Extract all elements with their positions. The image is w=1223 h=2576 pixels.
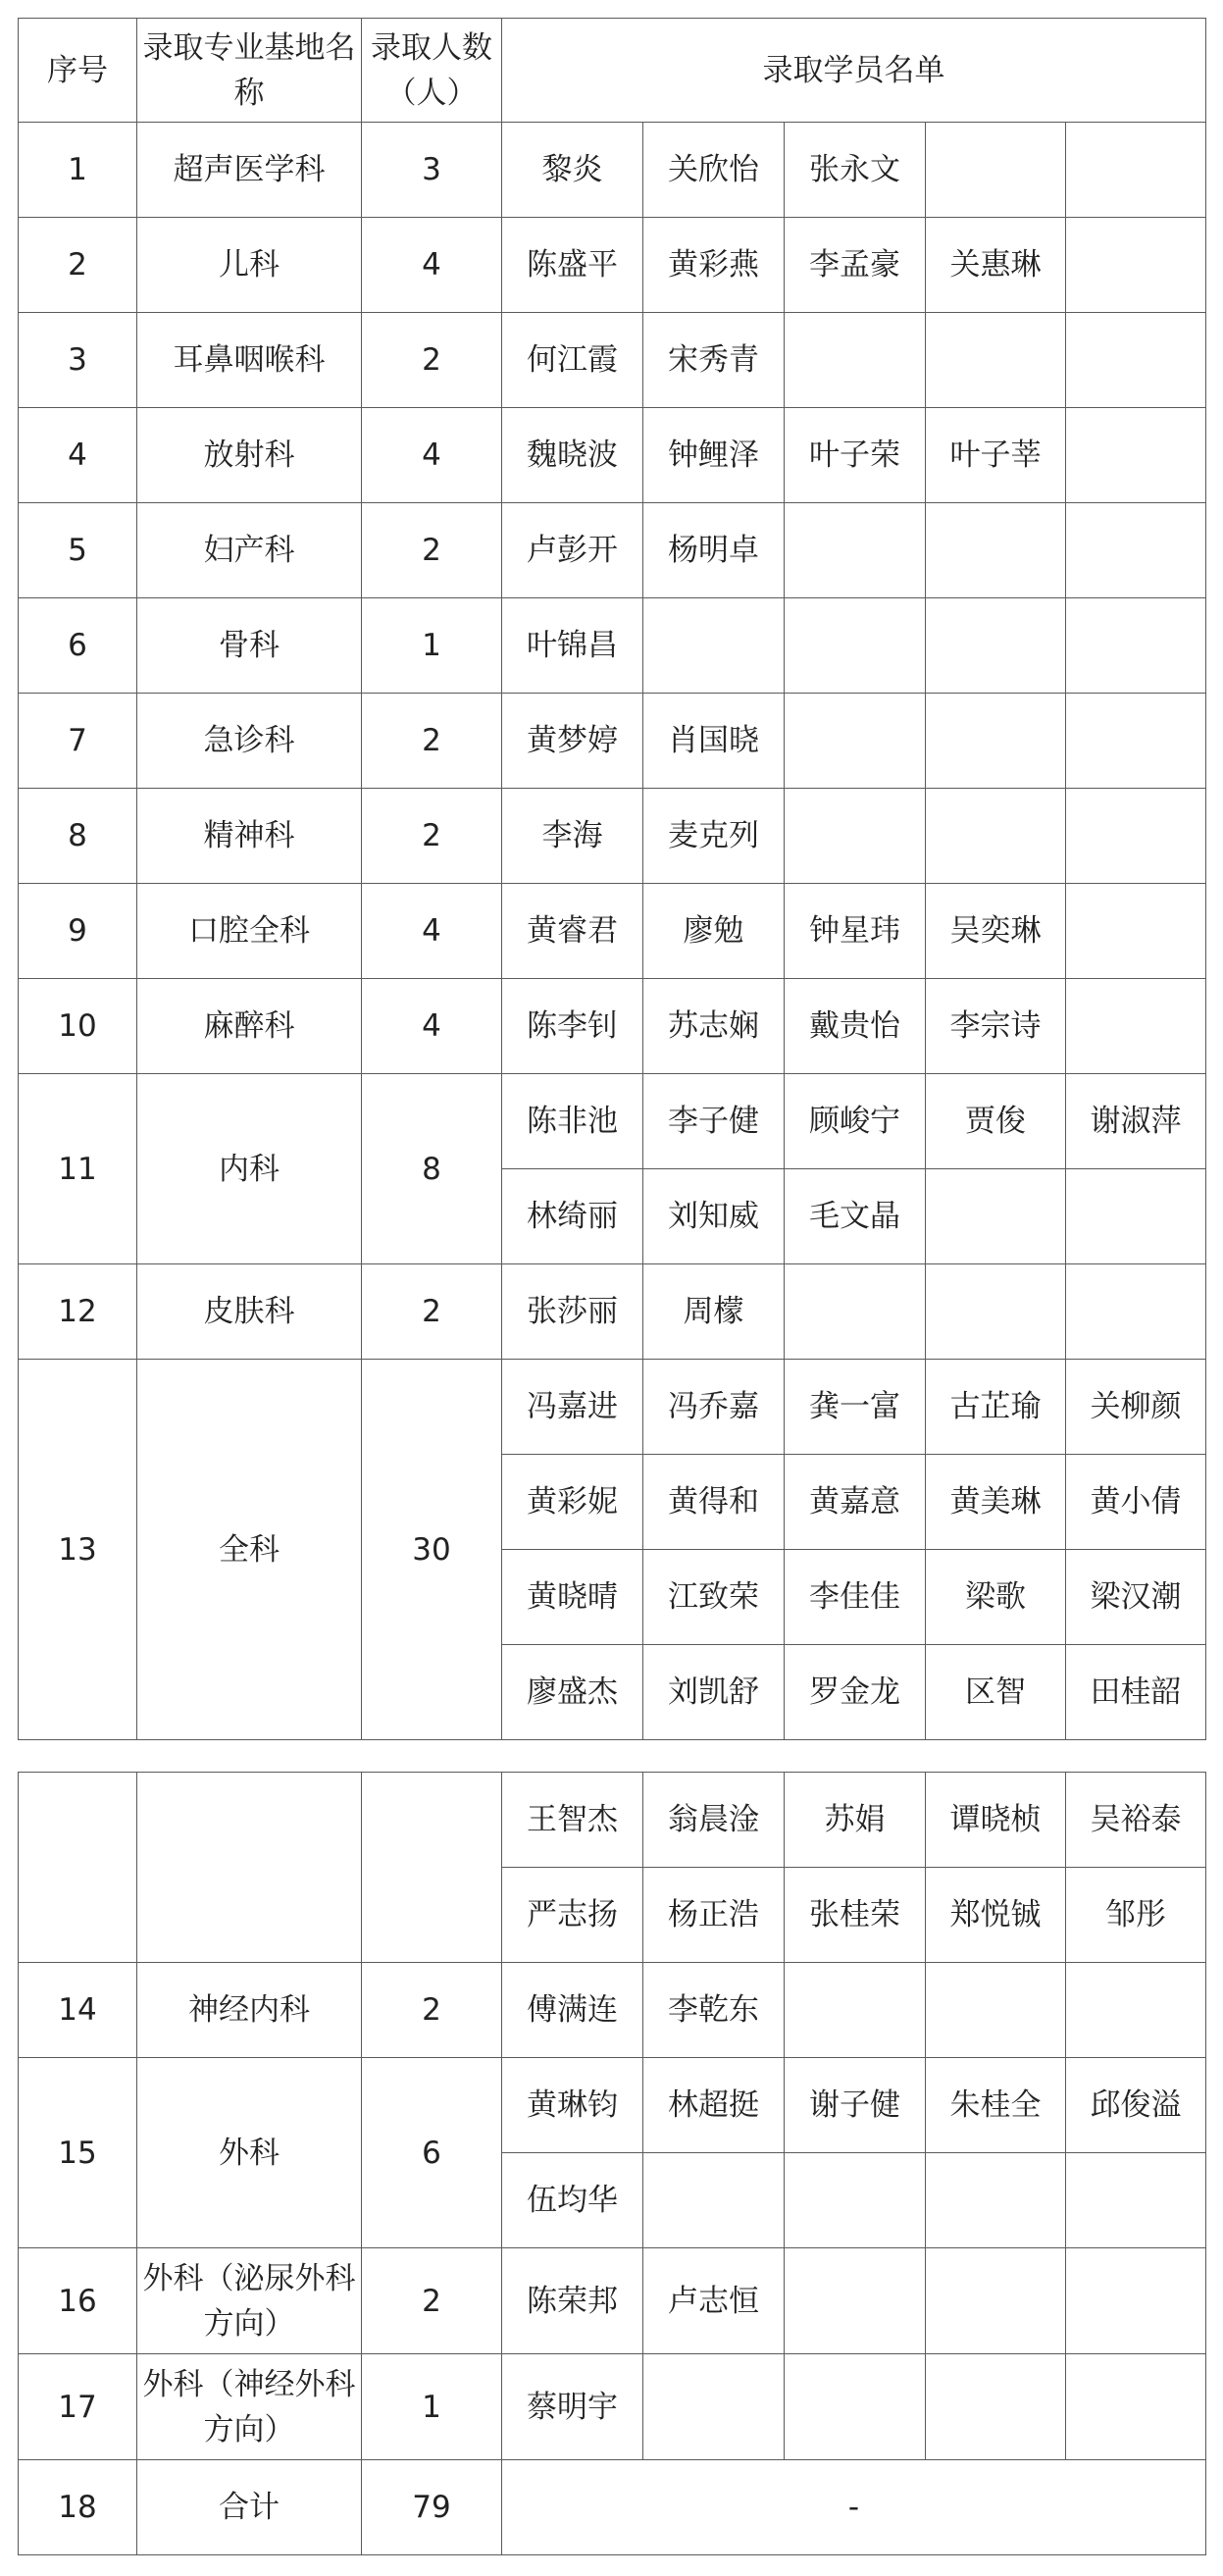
trainee-name-cell: 冯嘉进 xyxy=(502,1360,643,1455)
trainee-name-cell: 黄彩燕 xyxy=(643,218,785,313)
trainee-name-cell: 陈荣邦 xyxy=(502,2248,643,2354)
trainee-name-cell: 郑悦铖 xyxy=(926,1868,1066,1963)
header-trainee-list: 录取学员名单 xyxy=(502,19,1206,123)
seq-cell: 2 xyxy=(19,218,137,313)
seq-cell: 9 xyxy=(19,884,137,979)
trainee-name-cell xyxy=(785,2248,926,2354)
trainee-name-cell xyxy=(1066,598,1206,694)
trainee-name-cell: 梁歌 xyxy=(926,1550,1066,1645)
trainee-name-cell: 王智杰 xyxy=(502,1773,643,1868)
table-row xyxy=(19,218,1206,313)
base-name-cell: 耳鼻咽喉科 xyxy=(137,313,362,408)
table-row xyxy=(19,2058,1206,2153)
trainee-name-cell: 陈非池 xyxy=(502,1074,643,1169)
trainee-name-cell xyxy=(1066,1264,1206,1360)
trainee-name-cell: 邱俊溢 xyxy=(1066,2058,1206,2153)
trainee-name-cell xyxy=(926,598,1066,694)
base-name-cell: 放射科 xyxy=(137,408,362,503)
trainee-name-cell: 谢子健 xyxy=(785,2058,926,2153)
base-name-cell: 外科（神经外科方向） xyxy=(137,2354,362,2460)
trainee-name-cell: 吴奕琳 xyxy=(926,884,1066,979)
trainee-name-cell xyxy=(1066,218,1206,313)
seq-cell: 12 xyxy=(19,1264,137,1360)
trainee-name-cell xyxy=(785,694,926,789)
seq-cell: 4 xyxy=(19,408,137,503)
seq-cell: 14 xyxy=(19,1963,137,2058)
trainee-name-cell xyxy=(785,789,926,884)
trainee-name-cell: 李海 xyxy=(502,789,643,884)
trainee-name-cell: 林超挺 xyxy=(643,2058,785,2153)
seq-cell: 13 xyxy=(19,1360,137,1740)
trainee-name-cell: 傅满连 xyxy=(502,1963,643,2058)
trainee-name-cell: 魏晓波 xyxy=(502,408,643,503)
trainee-name-cell: 黄美琳 xyxy=(926,1455,1066,1550)
trainee-name-cell xyxy=(785,1963,926,2058)
base-name-cell: 超声医学科 xyxy=(137,123,362,218)
trainee-name-cell: 张桂荣 xyxy=(785,1868,926,1963)
trainee-name-cell: 贾俊 xyxy=(926,1074,1066,1169)
trainee-name-cell: 张永文 xyxy=(785,123,926,218)
trainee-name-cell: 卢彭开 xyxy=(502,503,643,598)
trainee-name-cell: 李宗诗 xyxy=(926,979,1066,1074)
count-cell: 2 xyxy=(362,694,502,789)
trainee-name-cell xyxy=(926,2248,1066,2354)
table-row xyxy=(19,1963,1206,2058)
base-name-cell: 妇产科 xyxy=(137,503,362,598)
trainee-name-cell xyxy=(926,694,1066,789)
table-row xyxy=(19,979,1206,1074)
trainee-name-cell: 朱桂全 xyxy=(926,2058,1066,2153)
trainee-name-cell: 毛文晶 xyxy=(785,1169,926,1264)
trainee-name-cell: 邹彤 xyxy=(1066,1868,1206,1963)
table-row xyxy=(19,884,1206,979)
trainee-name-cell xyxy=(1066,884,1206,979)
trainee-name-cell xyxy=(1066,2248,1206,2354)
base-name-cell: 精神科 xyxy=(137,789,362,884)
trainee-name-cell: 钟鲤泽 xyxy=(643,408,785,503)
seq-cell: 3 xyxy=(19,313,137,408)
seq-cell: 6 xyxy=(19,598,137,694)
seq-cell: 10 xyxy=(19,979,137,1074)
trainee-name-cell xyxy=(926,123,1066,218)
trainee-name-cell: 廖勉 xyxy=(643,884,785,979)
trainee-name-cell: 黎炎 xyxy=(502,123,643,218)
trainee-name-cell: 梁汉潮 xyxy=(1066,1550,1206,1645)
base-name-cell: 外科 xyxy=(137,2058,362,2248)
trainee-name-cell: 戴贵怡 xyxy=(785,979,926,1074)
trainee-name-cell: 刘知威 xyxy=(643,1169,785,1264)
trainee-name-cell: 李子健 xyxy=(643,1074,785,1169)
trainee-name-cell: 黄睿君 xyxy=(502,884,643,979)
trainee-name-cell: 苏娟 xyxy=(785,1773,926,1868)
trainee-name-cell: 李乾东 xyxy=(643,1963,785,2058)
count-cell-empty xyxy=(362,1773,502,1963)
trainee-name-cell: 苏志娴 xyxy=(643,979,785,1074)
trainee-name-cell xyxy=(1066,313,1206,408)
trainee-name-cell: 伍均华 xyxy=(502,2153,643,2248)
trainee-name-cell: 关柳颜 xyxy=(1066,1360,1206,1455)
trainee-name-cell: 江致荣 xyxy=(643,1550,785,1645)
seq-cell: 15 xyxy=(19,2058,137,2248)
trainee-name-cell: 宋秀青 xyxy=(643,313,785,408)
header-seq: 序号 xyxy=(19,19,137,123)
total-label-cell: 合计 xyxy=(137,2460,362,2555)
table-row xyxy=(19,694,1206,789)
trainee-name-cell: 何江霞 xyxy=(502,313,643,408)
trainee-name-cell: 黄得和 xyxy=(643,1455,785,1550)
trainee-name-cell xyxy=(785,2153,926,2248)
trainee-name-cell xyxy=(1066,694,1206,789)
count-cell: 2 xyxy=(362,789,502,884)
trainee-name-cell: 李孟豪 xyxy=(785,218,926,313)
trainee-name-cell: 叶锦昌 xyxy=(502,598,643,694)
trainee-name-cell xyxy=(785,313,926,408)
trainee-name-cell xyxy=(785,598,926,694)
admission-table-part1 xyxy=(18,18,1206,1740)
trainee-name-cell: 冯乔嘉 xyxy=(643,1360,785,1455)
header-count: 录取人数（人） xyxy=(362,19,502,123)
trainee-name-cell: 龚一富 xyxy=(785,1360,926,1455)
header-row xyxy=(19,19,1206,123)
trainee-name-cell: 钟星玮 xyxy=(785,884,926,979)
trainee-name-cell: 谭晓桢 xyxy=(926,1773,1066,1868)
count-cell: 2 xyxy=(362,2248,502,2354)
trainee-name-cell xyxy=(643,2354,785,2460)
trainee-name-cell xyxy=(926,1963,1066,2058)
base-name-cell: 急诊科 xyxy=(137,694,362,789)
count-cell: 30 xyxy=(362,1360,502,1740)
count-cell: 4 xyxy=(362,979,502,1074)
trainee-name-cell: 刘凯舒 xyxy=(643,1645,785,1740)
trainee-name-cell: 黄彩妮 xyxy=(502,1455,643,1550)
trainee-name-cell: 叶子荣 xyxy=(785,408,926,503)
table-row xyxy=(19,1264,1206,1360)
table-row xyxy=(19,2248,1206,2354)
total-names-cell: - xyxy=(502,2460,1206,2555)
seq-cell: 8 xyxy=(19,789,137,884)
trainee-name-cell xyxy=(1066,1963,1206,2058)
trainee-name-cell: 黄琳钧 xyxy=(502,2058,643,2153)
seq-cell: 5 xyxy=(19,503,137,598)
total-count-cell: 79 xyxy=(362,2460,502,2555)
base-name-cell: 全科 xyxy=(137,1360,362,1740)
total-row xyxy=(19,2460,1206,2555)
trainee-name-cell: 黄晓晴 xyxy=(502,1550,643,1645)
trainee-name-cell xyxy=(926,503,1066,598)
trainee-name-cell: 林绮丽 xyxy=(502,1169,643,1264)
seq-cell: 7 xyxy=(19,694,137,789)
trainee-name-cell: 田桂韶 xyxy=(1066,1645,1206,1740)
count-cell: 6 xyxy=(362,2058,502,2248)
trainee-name-cell: 杨正浩 xyxy=(643,1868,785,1963)
count-cell: 3 xyxy=(362,123,502,218)
count-cell: 4 xyxy=(362,884,502,979)
trainee-name-cell: 卢志恒 xyxy=(643,2248,785,2354)
admission-table-part2 xyxy=(18,1772,1206,2555)
table-row xyxy=(19,789,1206,884)
total-seq-cell: 18 xyxy=(19,2460,137,2555)
base-name-cell: 口腔全科 xyxy=(137,884,362,979)
trainee-name-cell xyxy=(1066,979,1206,1074)
trainee-name-cell xyxy=(643,2153,785,2248)
trainee-name-cell: 罗金龙 xyxy=(785,1645,926,1740)
trainee-name-cell: 古芷瑜 xyxy=(926,1360,1066,1455)
count-cell: 2 xyxy=(362,1264,502,1360)
trainee-name-cell: 周檬 xyxy=(643,1264,785,1360)
table-row xyxy=(19,313,1206,408)
trainee-name-cell xyxy=(1066,789,1206,884)
trainee-name-cell xyxy=(926,1264,1066,1360)
base-name-cell: 外科（泌尿外科方向） xyxy=(137,2248,362,2354)
trainee-name-cell: 麦克列 xyxy=(643,789,785,884)
trainee-name-cell xyxy=(785,503,926,598)
base-name-cell: 皮肤科 xyxy=(137,1264,362,1360)
count-cell: 4 xyxy=(362,408,502,503)
trainee-name-cell xyxy=(785,2354,926,2460)
count-cell: 2 xyxy=(362,1963,502,2058)
trainee-name-cell xyxy=(1066,123,1206,218)
trainee-name-cell: 杨明卓 xyxy=(643,503,785,598)
trainee-name-cell xyxy=(1066,2153,1206,2248)
base-name-cell: 内科 xyxy=(137,1074,362,1264)
seq-cell: 11 xyxy=(19,1074,137,1264)
trainee-name-cell: 关欣怡 xyxy=(643,123,785,218)
seq-cell: 1 xyxy=(19,123,137,218)
table-row-continuation xyxy=(19,1773,1206,1868)
trainee-name-cell xyxy=(785,1264,926,1360)
trainee-name-cell xyxy=(926,789,1066,884)
header-base-name: 录取专业基地名称 xyxy=(137,19,362,123)
trainee-name-cell: 关惠琳 xyxy=(926,218,1066,313)
trainee-name-cell: 严志扬 xyxy=(502,1868,643,1963)
trainee-name-cell: 黄梦婷 xyxy=(502,694,643,789)
trainee-name-cell: 陈李钊 xyxy=(502,979,643,1074)
trainee-name-cell xyxy=(926,1169,1066,1264)
trainee-name-cell: 叶子莘 xyxy=(926,408,1066,503)
trainee-name-cell: 顾峻宁 xyxy=(785,1074,926,1169)
trainee-name-cell: 黄小倩 xyxy=(1066,1455,1206,1550)
base-name-cell: 神经内科 xyxy=(137,1963,362,2058)
count-cell: 1 xyxy=(362,2354,502,2460)
trainee-name-cell xyxy=(926,2153,1066,2248)
trainee-name-cell: 谢淑萍 xyxy=(1066,1074,1206,1169)
trainee-name-cell xyxy=(1066,503,1206,598)
trainee-name-cell: 区智 xyxy=(926,1645,1066,1740)
table-row xyxy=(19,1074,1206,1169)
trainee-name-cell xyxy=(1066,1169,1206,1264)
trainee-name-cell xyxy=(1066,408,1206,503)
count-cell: 2 xyxy=(362,313,502,408)
trainee-name-cell xyxy=(926,2354,1066,2460)
trainee-name-cell: 吴裕泰 xyxy=(1066,1773,1206,1868)
base-name-cell: 麻醉科 xyxy=(137,979,362,1074)
count-cell: 4 xyxy=(362,218,502,313)
table-row xyxy=(19,408,1206,503)
trainee-name-cell: 肖国晓 xyxy=(643,694,785,789)
trainee-name-cell: 蔡明宇 xyxy=(502,2354,643,2460)
trainee-name-cell: 廖盛杰 xyxy=(502,1645,643,1740)
table-row xyxy=(19,503,1206,598)
table-row xyxy=(19,598,1206,694)
seq-cell: 16 xyxy=(19,2248,137,2354)
base-name-cell: 儿科 xyxy=(137,218,362,313)
trainee-name-cell: 黄嘉意 xyxy=(785,1455,926,1550)
trainee-name-cell: 李佳佳 xyxy=(785,1550,926,1645)
trainee-name-cell xyxy=(926,313,1066,408)
trainee-name-cell: 陈盛平 xyxy=(502,218,643,313)
count-cell: 2 xyxy=(362,503,502,598)
count-cell: 1 xyxy=(362,598,502,694)
trainee-name-cell xyxy=(1066,2354,1206,2460)
trainee-name-cell xyxy=(643,598,785,694)
table-row xyxy=(19,2354,1206,2460)
base-name-cell: 骨科 xyxy=(137,598,362,694)
seq-cell: 17 xyxy=(19,2354,137,2460)
count-cell: 8 xyxy=(362,1074,502,1264)
table-row xyxy=(19,123,1206,218)
trainee-name-cell: 张莎丽 xyxy=(502,1264,643,1360)
table-row xyxy=(19,1360,1206,1455)
base-name-cell-empty xyxy=(137,1773,362,1963)
seq-cell-empty xyxy=(19,1773,137,1963)
trainee-name-cell: 翁晨淦 xyxy=(643,1773,785,1868)
